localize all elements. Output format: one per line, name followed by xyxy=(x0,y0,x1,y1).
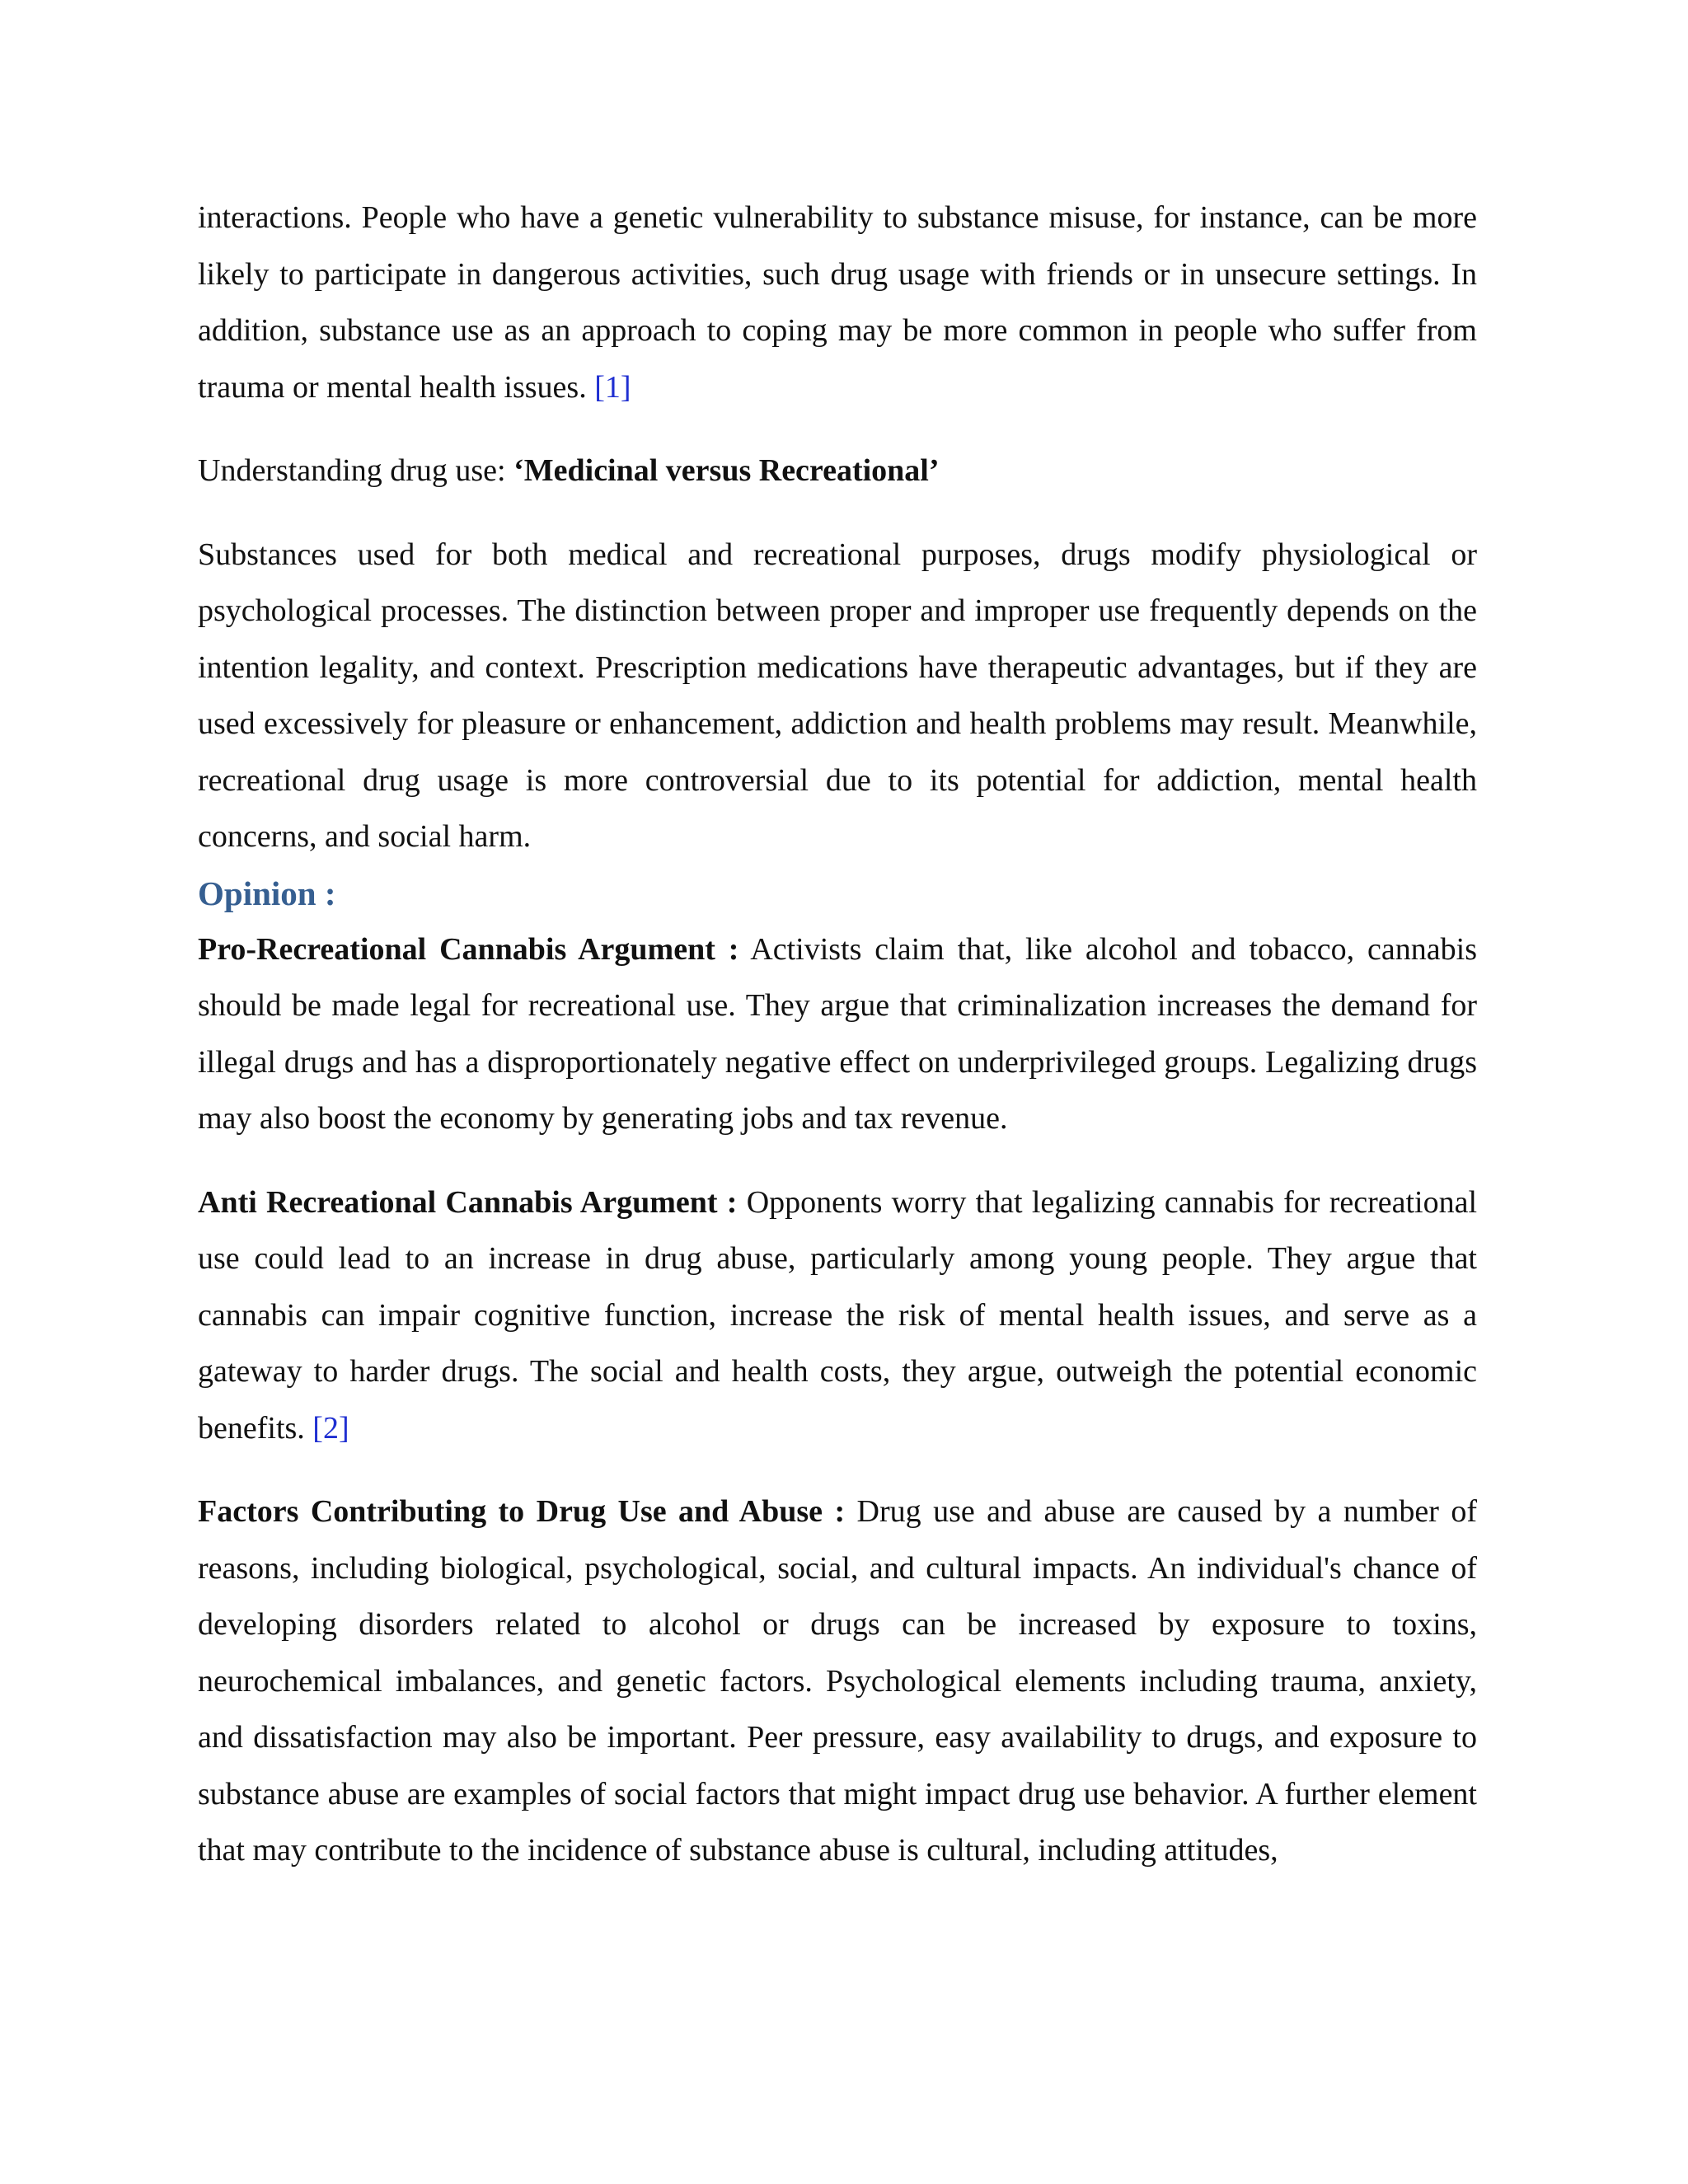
paragraph-factors xyxy=(198,1483,1477,1879)
paragraph-text: interactions. People who have a genetic vulnerability to substance misuse, for instance, can be more likely to participate in dangerous activities, such drug usage with friends or in unsecure settings. In addition, substance use as an approach to coping may be more common in people who suffer from trauma or mental health issues. xyxy=(198,200,1477,405)
citation-link-2[interactable]: [2] xyxy=(312,1410,349,1446)
factors-text: Drug use and abuse are caused by a number of reasons, including biological, psychological, social, and cultural impacts. An individual's chance of developing disorders related to alcohol or drugs can be increased by exposure to toxins, neurochemical imbalances, and genetic factors. Psychological elements including trauma, anxiety, and dissatisfaction may also be important. Peer pressure, easy availability to drugs, and exposure to substance abuse are examples of social factors that might impact drug use behavior. A further element that may contribute to the incidence of substance abuse is cultural, including attitudes, xyxy=(198,1494,1477,1868)
anti-argument-text: Opponents worry that legalizing cannabis for recreational use could lead to an increase in drug abuse, particularly among young people. They argue that cannabis can impair cognitive function, increase the risk of mental health issues, and serve as a gateway to harder drugs. The social and health costs, they argue, outweigh the potential economic benefits. xyxy=(198,1184,1478,1446)
understanding-drug-use-line xyxy=(198,443,1477,499)
pro-argument-text: Activists claim that, like alcohol and tobacco, cannabis should be made legal for recreational use. They argue that criminalization increases the demand for illegal drugs and has a disproportionately negative effect on underprivileged groups. Legalizing drugs may also boost the economy by generating jobs and tax revenue. xyxy=(198,931,1477,1136)
anti-argument-label: Anti Recreational Cannabis Argument : xyxy=(198,1184,738,1220)
paragraph-genetic-vulnerability xyxy=(198,190,1477,415)
understanding-prefix: Understanding drug use: xyxy=(198,453,514,488)
pro-argument-label: Pro-Recreational Cannabis Argument : xyxy=(198,931,739,967)
understanding-bold-title: ‘Medicinal versus Recreational’ xyxy=(513,453,940,488)
paragraph-substances xyxy=(198,527,1477,865)
factors-label: Factors Contributing to Drug Use and Abuse : xyxy=(198,1494,846,1529)
paragraph-pro-argument xyxy=(198,921,1477,1147)
paragraph-anti-argument xyxy=(198,1174,1477,1457)
opinion-heading: Opinion : xyxy=(198,874,336,912)
document-body xyxy=(198,190,1477,1879)
citation-link-1[interactable]: [1] xyxy=(594,369,631,405)
paragraph-text: Substances used for both medical and recreational purposes, drugs modify physiological or psychological processes. The distinction between proper and improper use frequently depends on the intention legality, and context. Prescription medications have therapeutic advantages, but if they are used excessively for pleasure or enhancement, addiction and health problems may result. Meanwhile, recreational drug usage is more controversial due to its potential for addiction, mental health concerns, and social harm. xyxy=(198,537,1477,854)
